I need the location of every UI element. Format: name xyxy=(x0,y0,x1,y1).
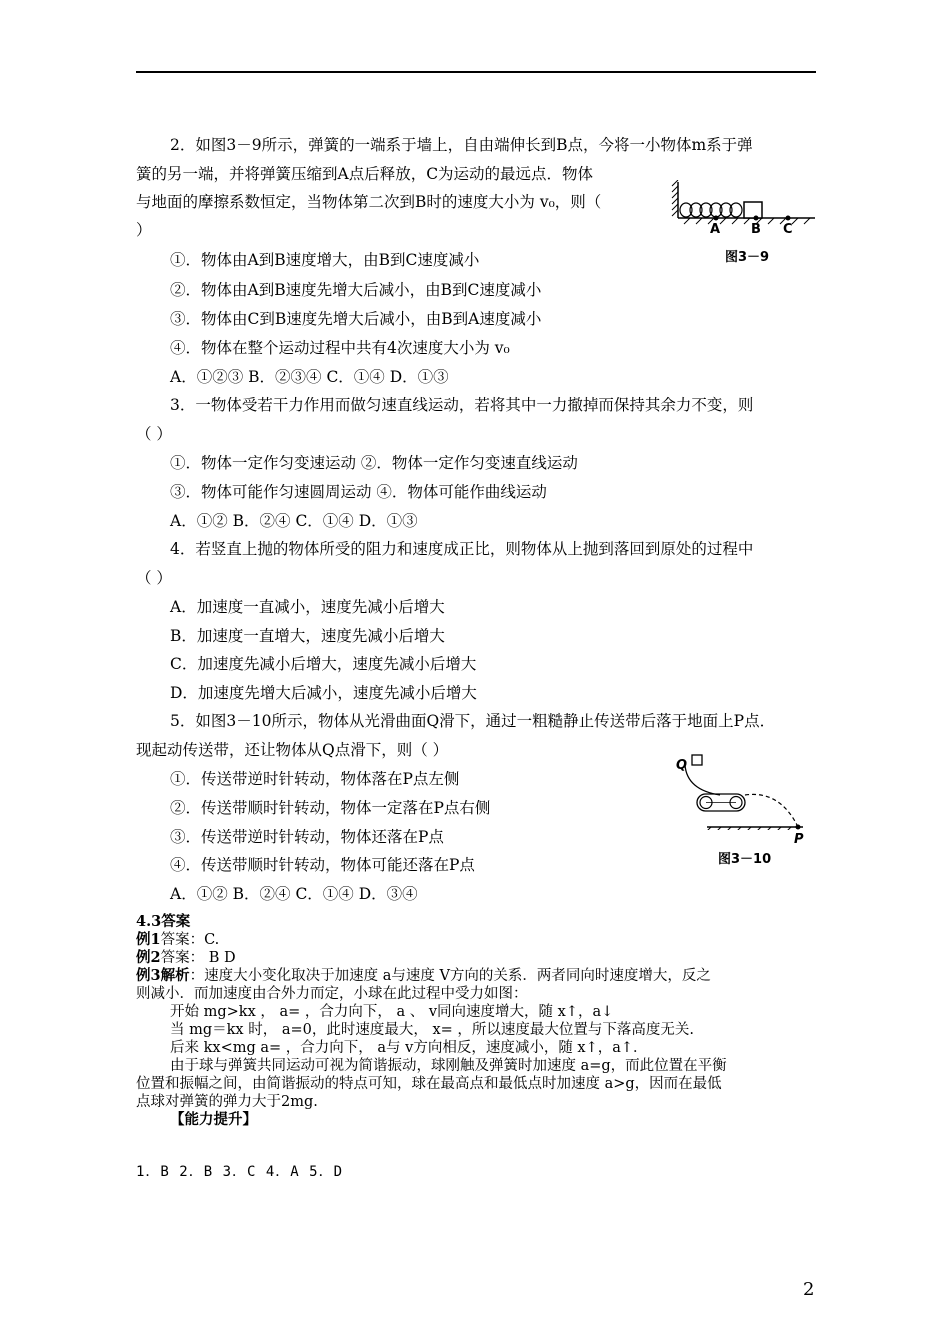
point-q-label: Q xyxy=(676,758,688,773)
figure-3-9-caption: 图3－9 xyxy=(725,250,770,265)
example-2-label: 例2 xyxy=(136,949,161,966)
figure-3-9-diagram xyxy=(670,180,820,240)
curved-surface xyxy=(685,765,720,795)
q4-option-a: A．加速度一直减小，速度先减小后增大 xyxy=(170,598,445,616)
point-a-dot xyxy=(714,216,719,221)
figure-3-10-caption: 图3－10 xyxy=(718,852,772,867)
example-3-line-1: 则减小．而加速度由合外力而定，小球在此过程中受力如图： xyxy=(136,986,528,1002)
block-m xyxy=(744,202,762,218)
q4-option-d: D．加速度先增大后减小，速度先减小后增大 xyxy=(170,684,477,702)
point-c-label: C xyxy=(783,222,793,237)
example-3-line-4: 后来 kx<mg a= ，合力向下， a与 v方向相反，速度减小，随 x↑，a↑． xyxy=(170,1040,648,1056)
q3-choices: A．①② B．②④ C．①④ D．①③ xyxy=(170,512,418,530)
q4-option-c: C．加速度先减小后增大，速度先减小后增大 xyxy=(170,655,477,673)
q2-choices: A．①②③ B．②③④ C．①④ D．①③ xyxy=(170,368,449,386)
spring xyxy=(680,203,742,217)
q2-option-4: ④．物体在整个运动过程中共有4次速度大小为 v₀ xyxy=(170,339,510,357)
q5-option-1: ①．传送带逆时针转动，物体落在P点左侧 xyxy=(170,770,460,788)
example-3-line-3: 当 mg＝kx 时， a=0，此时速度最大， x= ，所以速度最大位置与下落高度无关. xyxy=(170,1022,694,1038)
block-q xyxy=(692,755,702,765)
example-1-answer xyxy=(136,930,219,950)
q2-line-4: ） xyxy=(136,221,152,239)
q2-line-1: 2．如图3－9所示，弹簧的一端系于墙上，自由端伸长到B点，今将一小物体m系于弹 xyxy=(170,136,753,154)
example-3-analysis xyxy=(136,966,711,986)
answers-heading xyxy=(136,912,190,932)
q4-option-b: B．加速度一直增大，速度先减小后增大 xyxy=(170,627,445,645)
point-a-label: A xyxy=(710,222,721,237)
q3-line-1: 3．一物体受若干力作用而做匀速直线运动，若将其中一力撤掉而保持其余力不变，则 xyxy=(170,396,754,414)
page-number: 2 xyxy=(803,1279,815,1300)
point-b-label: B xyxy=(751,222,761,237)
point-p-label: P xyxy=(794,832,804,847)
q2-option-1: ①．物体由A到B速度增大，由B到C速度减小 xyxy=(170,251,480,269)
q5-option-2: ②．传送带顺时针转动，物体一定落在P点右侧 xyxy=(170,799,491,817)
q2-option-3: ③．物体由C到B速度先增大后减小，由B到A速度减小 xyxy=(170,310,542,328)
q5-choices: A．①② B．②④ C．①④ D．③④ xyxy=(170,885,418,903)
q5-option-4: ④．传送带顺时针转动，物体可能还落在P点 xyxy=(170,856,475,874)
q2-line-2: 簧的另一端，并将弹簧压缩到A点后释放，C为运动的最远点．物体 xyxy=(136,165,594,183)
example-3-label: 例3解析 xyxy=(136,967,190,984)
example-1-label: 例1 xyxy=(136,931,161,948)
example-3-line-2: 开始 mg>kx ， a= ，合力向下， a 、 v同向速度增大，随 x↑，a↓ xyxy=(170,1004,614,1020)
example-2-answer xyxy=(136,948,236,968)
point-c-dot xyxy=(786,216,791,221)
example-2-text: 答案： B D xyxy=(160,950,236,966)
figure-3-10-diagram xyxy=(675,750,815,830)
example-3-line-5: 由于球与弹簧共同运动可视为简谐振动，球刚触及弹簧时加速度 a=g，而此位置在平衡 xyxy=(170,1058,727,1074)
conveyor-belt xyxy=(697,794,745,811)
ability-answers: 1．B 2．B 3．C 4．A 5．D xyxy=(136,1164,344,1180)
q2-option-2: ②．物体由A到B速度先增大后减小，由B到C速度减小 xyxy=(170,281,542,299)
wall-hatching xyxy=(672,180,678,216)
q2-line-3: 与地面的摩擦系数恒定，当物体第二次到B时的速度大小为 v₀，则（ xyxy=(136,193,602,211)
point-b-dot xyxy=(754,216,759,221)
q3-line-2: （ ） xyxy=(136,425,172,443)
ability-heading: 【能力提升】 xyxy=(170,1111,257,1128)
example-3-line-7: 点球对弹簧的弹力大于2mg. xyxy=(136,1094,318,1110)
trajectory-path xyxy=(745,794,798,827)
q5-option-3: ③．传送带逆时针转动，物体还落在P点 xyxy=(170,828,444,846)
answers-heading-text: 4.3答案 xyxy=(136,913,191,930)
example-1-text: 答案：C. xyxy=(160,932,220,948)
example-3-line-6: 位置和振幅之间，由简谐振动的特点可知，球在最高点和最低点时加速度 a>g，因而在最低 xyxy=(136,1076,722,1092)
header-rule xyxy=(136,71,816,73)
q3-option-34: ③．物体可能作匀速圆周运动 ④．物体可能作曲线运动 xyxy=(170,483,547,501)
q4-line-2: （ ） xyxy=(136,569,172,587)
example-3-text: ：速度大小变化取决于加速度 a与速度 V方向的关系．两者同向时速度增大，反之 xyxy=(189,968,711,984)
q5-line-2: 现起动传送带，还让物体从Q点滑下，则（ ） xyxy=(136,741,449,759)
q5-line-1: 5．如图3－10所示，物体从光滑曲面Q滑下，通过一粗糙静止传送带后落于地面上P点． xyxy=(170,712,776,730)
q3-option-12: ①．物体一定作匀变速运动 ②．物体一定作匀变速直线运动 xyxy=(170,454,578,472)
q4-line-1: 4．若竖直上抛的物体所受的阻力和速度成正比，则物体从上抛到落回到原处的过程中 xyxy=(170,540,754,558)
point-p-dot xyxy=(796,825,801,830)
